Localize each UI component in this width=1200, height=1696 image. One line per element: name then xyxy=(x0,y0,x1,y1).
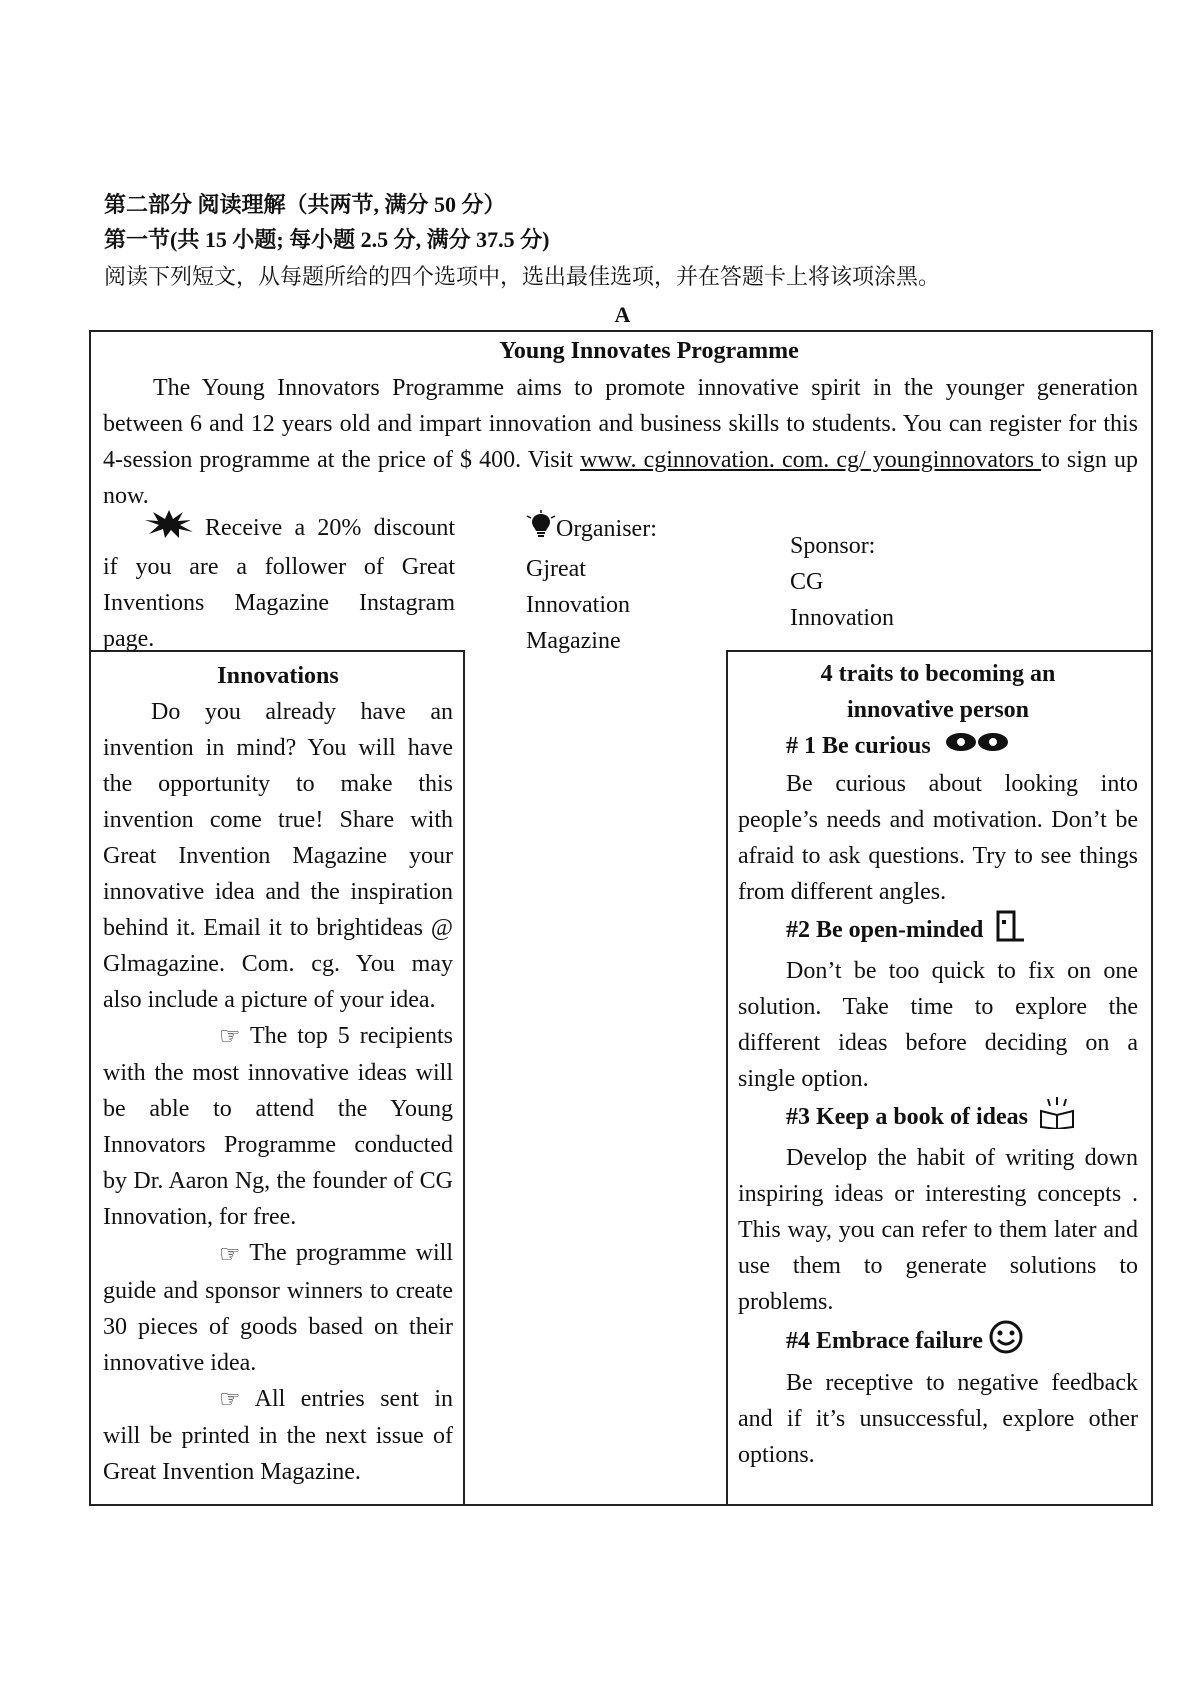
discount-text: Receive a 20% discount if you are a follower of Great Inventions Magazine Instagram page. xyxy=(103,515,455,652)
pointing-hand-icon: ☞ xyxy=(219,1387,241,1414)
programme-intro xyxy=(103,370,1138,514)
traits-column xyxy=(738,656,1138,1473)
innovations-column xyxy=(103,658,453,1490)
traits-title: innovative person xyxy=(846,697,1029,723)
pointing-hand-icon: ☞ xyxy=(219,1241,241,1268)
traits-title: 4 traits to becoming an xyxy=(820,661,1056,687)
part-heading: 第二部分 阅读理解（共两节, 满分 50 分） xyxy=(104,192,506,217)
point-text: The top 5 recipients with the most innovative ideas will be able to attend the Young Innovators Programme conducted by Dr. Aaron Ng, the founder of CG Innovation, for free. xyxy=(103,1023,453,1231)
trait-text: Develop the habit of writing down inspiring ideas or interesting concepts . This way, you can refer to them later and use them to generate solutions to problems. xyxy=(738,1144,1138,1315)
starburst-icon xyxy=(143,510,195,549)
innovations-point xyxy=(103,1018,453,1235)
trait-heading xyxy=(738,728,1138,766)
trait-text: Don’t be too quick to fix on one solution. Take time to explore the different ideas before deciding on a single option. xyxy=(738,957,1138,1092)
trait-heading xyxy=(738,910,1138,953)
sponsor-line: CG xyxy=(790,569,824,595)
programme-title: Young Innovates Programme xyxy=(499,338,799,364)
point-text: All entries sent in will be printed in the next issue of Great Invention Magazine. xyxy=(103,1385,453,1486)
book-icon xyxy=(1038,1097,1076,1140)
door-icon xyxy=(995,910,1025,953)
programme-link[interactable]: www. cginnovation. com. cg/ younginnovators xyxy=(580,447,1042,473)
organiser-line: Innovation xyxy=(526,592,630,618)
eyes-icon xyxy=(945,729,1009,766)
discount-block xyxy=(103,510,455,657)
point-text: The programme will guide and sponsor winners to create 30 pieces of goods based on their innovative idea. xyxy=(103,1240,453,1376)
innovations-title: Innovations xyxy=(217,663,339,689)
intro-text-end: to sign up now. xyxy=(103,447,1138,509)
trait-text: Be receptive to negative feedback and if it’s unsuccessful, explore other options. xyxy=(738,1369,1138,1468)
intro-text: The Young Innovators Programme aims to promote innovative spirit in the younger generation between 6 and 12 years old and impart innovation and business skills to students. You can register for this 4-session programme at the price of $ 400. Visit xyxy=(103,375,1138,473)
trait-text: Be curious about looking into people’s needs and motivation. Don’t be afraid to ask questions. Try to see things from different angles. xyxy=(738,770,1138,905)
trait-heading xyxy=(738,1097,1138,1140)
sponsor-block xyxy=(790,528,990,636)
organiser-block xyxy=(526,510,706,659)
trait-heading-text: #2 Be open-minded xyxy=(786,917,984,943)
organiser-line: Magazine xyxy=(526,628,621,654)
innovations-point xyxy=(103,1381,453,1490)
innovations-body: Do you already have an invention in mind? You will have the opportunity to make this invention come true! Share with Great Invention Magazine your innovative idea and the inspiration behind it. Email it to brightideas @ Glmagazine. Com. cg. You may also include a picture of your idea. xyxy=(103,699,453,1013)
lightbulb-icon xyxy=(526,510,556,551)
passage-letter: A xyxy=(614,302,631,327)
trait-heading-text: #3 Keep a book of ideas xyxy=(786,1104,1029,1130)
pointing-hand-icon: ☞ xyxy=(219,1024,241,1051)
bottom-border xyxy=(89,1504,1153,1506)
organiser-line: Gjreat xyxy=(526,556,586,582)
section-heading: 第一节(共 15 小题; 每小题 2.5 分, 满分 37.5 分) xyxy=(104,227,550,252)
smiley-icon xyxy=(989,1320,1023,1365)
innovations-point xyxy=(103,1235,453,1380)
sponsor-line: Innovation xyxy=(790,605,894,631)
organiser-label: Organiser: xyxy=(556,516,657,543)
instruction-text: 阅读下列短文，从每题所给的四个选项中，选出最佳选项，并在答题卡上将该项涂黑。 xyxy=(104,264,941,289)
sponsor-label: Sponsor: xyxy=(790,533,876,559)
trait-heading-text: # 1 Be curious xyxy=(786,733,931,759)
trait-heading xyxy=(738,1320,1138,1365)
trait-heading-text: #4 Embrace failure xyxy=(786,1328,983,1354)
